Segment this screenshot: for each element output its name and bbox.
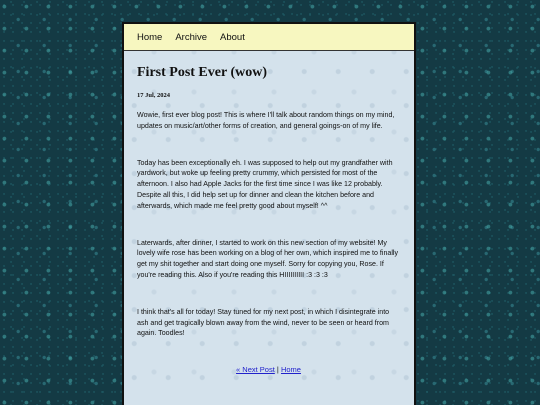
nav-archive-link[interactable]: Archive	[175, 31, 208, 43]
footer-home-link[interactable]: Home	[280, 365, 301, 375]
footer-separator: |	[276, 365, 279, 375]
post-paragraph-4: I think that's all for today! Stay tuned for my next post, in which I disintegrate into ash and get tragically blown away from the wind, never to be seen or heard from again. Toodles!	[137, 307, 390, 338]
nav-home-link[interactable]: Home	[137, 31, 163, 43]
top-nav	[124, 24, 414, 51]
post-paragraph-3: Laterwards, after dinner, I started to work on this new section of my website! My lovely wife rose has been working on a blog of her own, which inspired me to finally get my shit together and start doing one myself. Sorry for copying you, Rose. If you're reading this. Also if you're reading this HIIIIIIIIII :3 :3 :3	[137, 238, 399, 279]
nav-about-link[interactable]: About	[220, 31, 245, 43]
blog-panel	[122, 22, 416, 405]
post-paragraph-2: Today has been exceptionally eh. I was supposed to help out my grandfather with yardwork, but woke up feeling pretty crummy, which persisted for most of the afternoon. I also had Apple Jacks for the first time since I was like 12 probably. Despite all this, I did help set up for dinner and clean the kitchen before and afterwards, which made me feel pretty good about myself! ^^	[137, 158, 393, 210]
next-post-link[interactable]: « Next Post	[236, 365, 275, 375]
post-title: First Post Ever (wow)	[137, 65, 267, 80]
post-content	[124, 51, 414, 374]
post-footer-nav	[137, 365, 400, 374]
post-date: 17 Jul, 2024	[137, 92, 171, 99]
post-paragraph-1: Wowie, first ever blog post! This is where I'll talk about random things on my mind, updates on music/art/other forms of creation, and general goings-on of my life.	[137, 111, 395, 130]
